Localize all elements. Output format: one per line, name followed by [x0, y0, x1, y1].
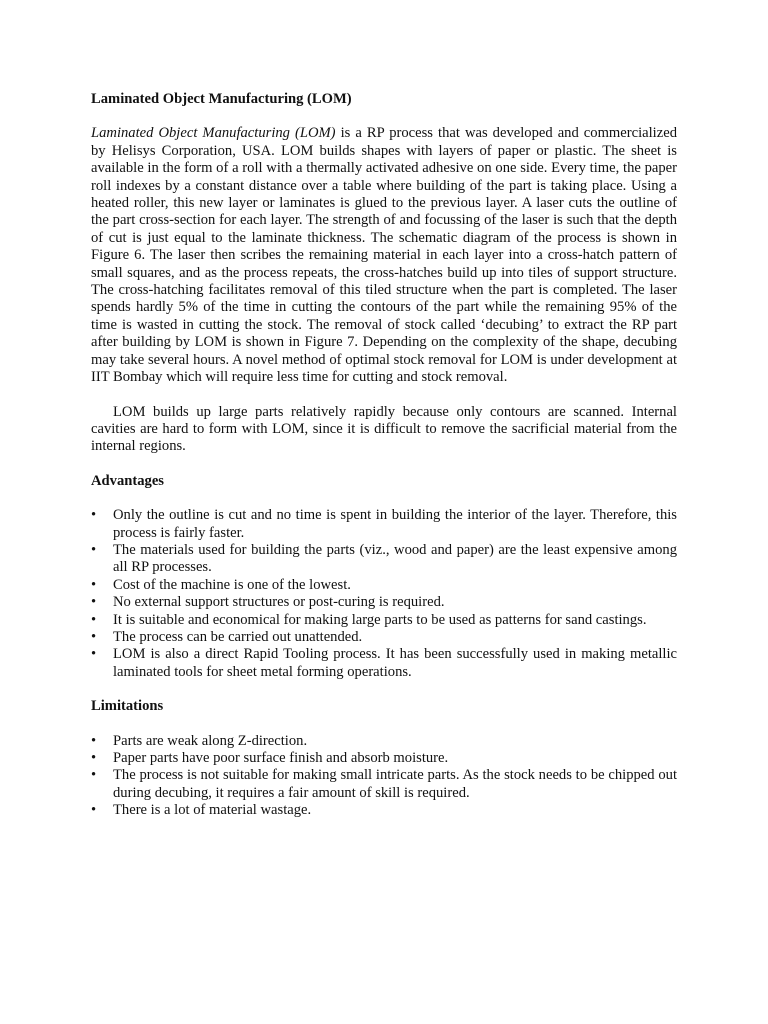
limitations-heading: Limitations — [91, 698, 164, 715]
bullet-icon: • — [91, 628, 97, 645]
list-item-text: There is a lot of material wastage. — [113, 802, 312, 819]
list-item — [91, 802, 677, 819]
list-item-text: Cost of the machine is one of the lowest. — [113, 576, 351, 593]
bullet-icon: • — [91, 732, 97, 749]
bullet-icon: • — [91, 576, 97, 593]
list-item — [91, 594, 677, 611]
limitations-list — [91, 733, 677, 820]
list-item-text: The materials used for building the parts (viz., wood and paper) are the least expensive among all RP processes. — [113, 541, 677, 576]
bullet-icon: • — [91, 750, 97, 766]
document-title: Laminated Object Manufacturing (LOM) — [91, 91, 352, 107]
list-item — [91, 542, 677, 577]
list-item — [91, 750, 677, 767]
intro-term: Laminated Object Manufacturing (LOM) — [91, 125, 336, 142]
bullet-icon: • — [91, 541, 97, 558]
list-item — [91, 629, 677, 646]
list-item — [91, 507, 677, 542]
list-item-text: The process is not suitable for making small intricate parts. As the stock needs to be chipped out during decubing, it requires a fair amount of skill is required. — [113, 767, 677, 801]
bullet-icon: • — [91, 802, 97, 819]
lom-speed-paragraph: LOM builds up large parts relatively rapidly because only contours are scanned. Internal cavities are hard to form with LOM, since it is difficult to remove the sacrificial material from the internal regions. — [91, 403, 677, 455]
list-item — [91, 767, 677, 802]
list-item-text: It is suitable and economical for making large parts to be used as patterns for sand castings. — [113, 611, 647, 628]
list-item — [91, 577, 677, 594]
list-item-text: The process can be carried out unattended. — [113, 628, 363, 645]
intro-paragraph — [91, 125, 677, 386]
intro-text: is a RP process that was developed and commercialized by Helisys Corporation, USA. LOM builds shapes with layers of paper or plastic. The sheet is available in the form of a roll with a thermally activated adhesive on one side. Every time, the paper roll indexes by a constant distance over a table where building of the part is taking place. Using a heated roller, this new layer or laminates is glued to the previous layer. A laser cuts the outline of the part cross-section for each layer. The strength of and focussing of the laser is such that the depth of cut is just equal to the laminate thickness. The schematic diagram of the process is shown in Figure 6. The laser then scribes the remaining material in each layer into a cross-hatch pattern of small squares, and as the process repeats, the cross-hatches build up into tiles of support structure. The cross-hatching facilitates removal of this tiled structure when the part is completed. The laser spends hardly 5% of the time in cutting the contours of the part while the remaining 95% of the time is wasted in cutting the stock. The removal of stock called ‘decubing’ to extract the RP part after building by LOM is shown in Figure 7. Depending on the complexity of the shape, decubing may take several hours. A novel method of optimal stock removal for LOM is under development at IIT Bombay which will require less time for cutting and stock removal. — [91, 125, 677, 386]
bullet-icon: • — [91, 611, 97, 628]
bullet-icon: • — [91, 646, 97, 663]
advantages-heading: Advantages — [91, 472, 164, 489]
bullet-icon: • — [91, 594, 97, 611]
bullet-icon: • — [91, 507, 97, 524]
list-item — [91, 733, 677, 750]
advantages-list — [91, 507, 677, 681]
list-item-text: No external support structures or post-curing is required. — [113, 594, 445, 611]
list-item-text: Parts are weak along Z-direction. — [113, 732, 308, 749]
list-item — [91, 646, 677, 681]
list-item — [91, 612, 677, 629]
list-item-text: LOM is also a direct Rapid Tooling process. It has been successfully used in making metallic laminated tools for sheet metal forming operations. — [113, 646, 677, 680]
bullet-icon: • — [91, 767, 97, 784]
list-item-text: Only the outline is cut and no time is spent in building the interior of the layer. Therefore, this process is fairly faster. — [113, 507, 677, 541]
list-item-text: Paper parts have poor surface finish and absorb moisture. — [113, 750, 449, 766]
